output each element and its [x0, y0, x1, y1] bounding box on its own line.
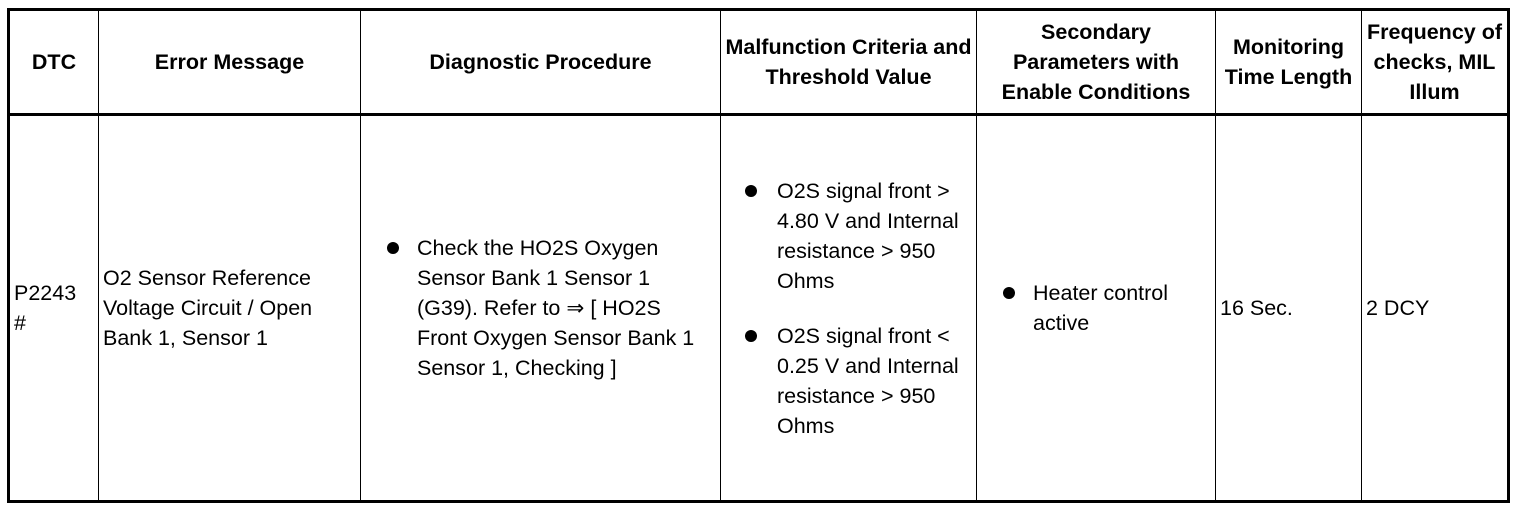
criteria-list [725, 176, 972, 441]
header-dtc: DTC [9, 10, 99, 115]
table-header [9, 10, 1509, 115]
header-diagnostic-procedure: Diagnostic Procedure [361, 10, 721, 115]
secondary-text: Heater control active [1033, 281, 1169, 335]
list-item [981, 278, 1211, 338]
bullet-icon [387, 242, 399, 254]
bullet-icon [1003, 287, 1015, 299]
header-secondary-parameters: Secondary Parameters with Enable Conditions [977, 10, 1216, 115]
procedure-list [365, 233, 716, 383]
cell-frequency: 2 DCY [1362, 115, 1509, 502]
cell-secondary-parameters [977, 115, 1216, 502]
procedure-text: Check the HO2S Oxygen Sensor Bank 1 Sensor 1 (G39). Refer to ⇒ [ HO2S Front Oxygen Sensor Bank 1 Sensor 1, Checking ] [417, 236, 695, 380]
bullet-icon [745, 185, 757, 197]
cell-diagnostic-procedure [361, 115, 721, 502]
table-row [9, 115, 1509, 502]
bullet-icon [745, 330, 757, 342]
criteria-text: O2S signal front < 0.25 V and Internal resistance > 950 Ohms [777, 323, 959, 438]
header-error-message: Error Message [99, 10, 361, 115]
cell-monitoring-time: 16 Sec. [1216, 115, 1362, 502]
criteria-text: O2S signal front > 4.80 V and Internal resistance > 950 Ohms [777, 178, 959, 293]
cell-malfunction-criteria [721, 115, 977, 502]
cell-error-message: O2 Sensor Reference Voltage Circuit / Open Bank 1, Sensor 1 [99, 115, 361, 502]
dtc-table [7, 8, 1510, 503]
header-frequency: Frequency of checks, MIL Illum [1362, 10, 1509, 115]
cell-dtc: P2243 # [9, 115, 99, 502]
header-monitoring-time: Monitoring Time Length [1216, 10, 1362, 115]
secondary-list [981, 278, 1211, 338]
list-item [365, 233, 716, 383]
list-item [725, 321, 972, 441]
header-malfunction-criteria: Malfunction Criteria and Threshold Value [721, 10, 977, 115]
table-body [9, 115, 1509, 502]
header-row [9, 10, 1509, 115]
list-item [725, 176, 972, 296]
